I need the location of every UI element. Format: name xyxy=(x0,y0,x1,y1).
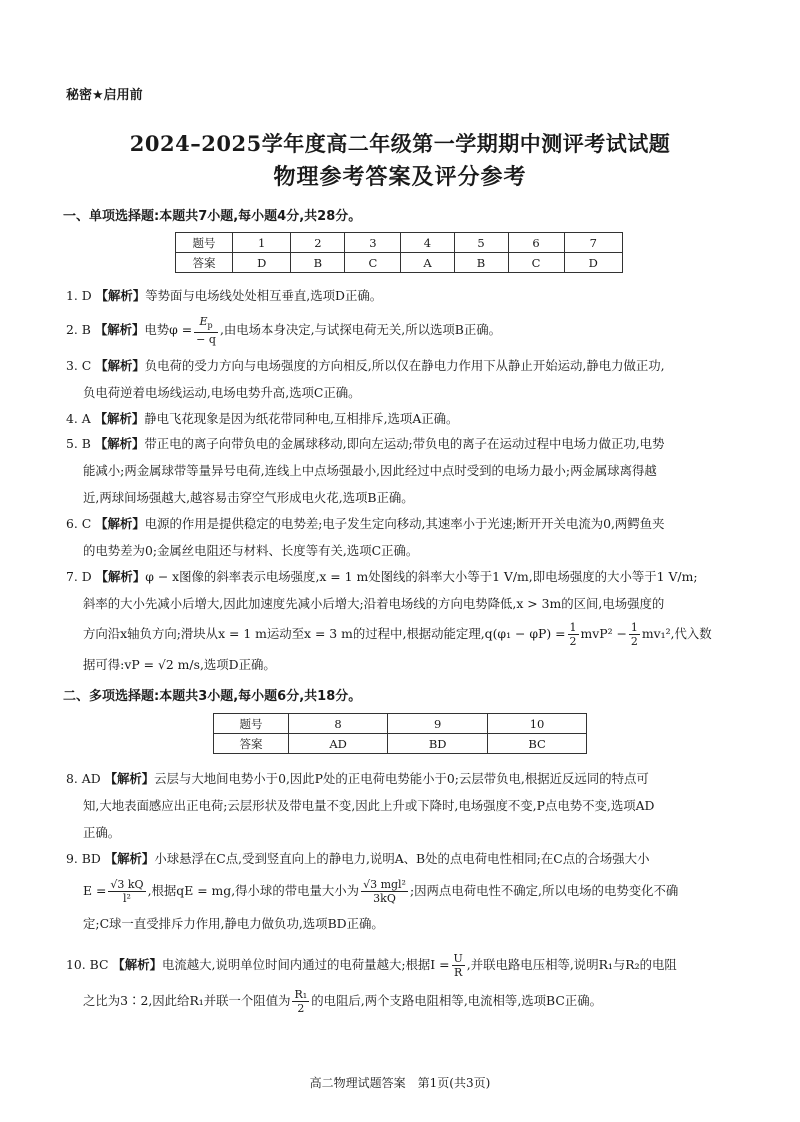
numerator: 1 xyxy=(630,621,638,634)
explanation-text: 负电荷的受力方向与电场强度的方向相反,所以仅在静电力作用下从静止开始运动,静电力做正功, xyxy=(144,358,665,373)
explanation-text: mv₁²,代入数 xyxy=(641,626,712,641)
denominator: 2 xyxy=(569,635,577,648)
fraction-half xyxy=(629,621,640,648)
analysis-tag: 【解析】 xyxy=(94,322,145,338)
question-1-explanation xyxy=(66,282,738,309)
fraction xyxy=(194,315,218,346)
explanation-text: E = xyxy=(83,883,107,898)
analysis-tag: 【解析】 xyxy=(95,358,145,373)
denominator: 2 xyxy=(630,635,638,648)
table-cell: 10 xyxy=(488,714,587,734)
question-prefix: 6. C xyxy=(66,516,92,531)
analysis-tag: 【解析】 xyxy=(94,411,145,426)
table-cell: C xyxy=(508,253,564,273)
explanation-text: φ − x图像的斜率表示电场强度,x = 1 m处图线的斜率大小等于1 V/m,即电场强度的大小等于1 V/m; xyxy=(145,569,698,584)
numerator: 1 xyxy=(569,621,577,634)
analysis-tag: 【解析】 xyxy=(104,771,155,786)
table-row xyxy=(176,253,623,273)
numerator-subscript: p xyxy=(207,321,213,331)
explanation-text: 的电阻后,两个支路电阻相等,电流相等,选项BC正确。 xyxy=(311,993,603,1008)
table-cell: 1 xyxy=(233,233,291,253)
table-cell: D xyxy=(233,253,291,273)
fraction-charge xyxy=(361,878,408,905)
section-heading-single-choice: 一、单项选择题:本题共7小题,每小题4分,共28分。 xyxy=(63,209,362,224)
question-prefix: 8. AD xyxy=(66,771,101,786)
explanation-text: ,并联电路电压相等,说明R₁与R₂的电阻 xyxy=(466,957,677,972)
single-choice-answer-table xyxy=(175,232,623,273)
analysis-tag: 【解析】 xyxy=(95,569,146,584)
table-cell: 9 xyxy=(388,714,488,734)
exam-title: 2024–2025学年度高二年级第一学期期中测评考试试题 xyxy=(129,131,671,156)
explanation-text: 等势面与电场线处处相互垂直,选项D正确。 xyxy=(145,288,383,303)
question-prefix: 9. BD xyxy=(66,851,101,866)
table-cell: B xyxy=(291,253,345,273)
fraction-half xyxy=(568,621,579,648)
fraction-current xyxy=(452,952,465,979)
table-row xyxy=(214,734,587,754)
explanation-text: 知,大地表面感应出正电荷;云层形状及带电量不变,因此上升或下降时,电场强度不变,P点电势不变,选项AD xyxy=(83,798,655,813)
table-cell: 3 xyxy=(345,233,401,253)
confidential-label: 秘密★启用前 xyxy=(66,88,143,103)
table-cell: B xyxy=(454,253,508,273)
question-7-explanation xyxy=(66,563,738,678)
question-prefix: 7. D xyxy=(66,569,92,584)
question-prefix: 5. B xyxy=(66,436,91,451)
denominator: 2 xyxy=(297,1002,305,1015)
numerator: R₁ xyxy=(294,988,308,1001)
question-2-explanation xyxy=(66,315,738,346)
section-heading-multiple-choice: 二、多项选择题:本题共3小题,每小题6分,共18分。 xyxy=(63,689,362,704)
table-cell: C xyxy=(345,253,401,273)
row-header-answer: 答案 xyxy=(214,734,289,754)
explanation-text: 斜率的大小先减小后增大,因此加速度先减小后增大;沿着电场线的方向电势降低,x > 3m的区间,电场强度的 xyxy=(83,596,665,611)
table-cell: D xyxy=(564,253,622,273)
explanation-text: 静电飞花现象是因为纸花带同种电,互相排斥,选项A正确。 xyxy=(144,411,459,426)
analysis-tag: 【解析】 xyxy=(95,516,145,531)
table-cell: 8 xyxy=(289,714,388,734)
row-header-number: 题号 xyxy=(214,714,289,734)
table-cell: 5 xyxy=(454,233,508,253)
fraction-resistance xyxy=(292,988,309,1015)
page-footer: 高二物理试题答案 第1页(共3页) xyxy=(309,1076,491,1090)
question-prefix: 4. A xyxy=(66,411,91,426)
numerator: U xyxy=(453,952,463,965)
question-prefix: 2. B xyxy=(66,322,91,338)
table-cell: 6 xyxy=(508,233,564,253)
question-5-explanation xyxy=(66,430,738,511)
explanation-text: ,根据qE = mg,得小球的带电量大小为 xyxy=(147,883,360,898)
analysis-tag: 【解析】 xyxy=(95,288,146,303)
table-cell: BC xyxy=(488,734,587,754)
table-cell: 7 xyxy=(564,233,622,253)
fraction-field-strength xyxy=(108,878,145,905)
numerator: E xyxy=(199,315,208,328)
analysis-tag: 【解析】 xyxy=(104,851,155,866)
numerator: √3 kQ xyxy=(110,878,144,891)
analysis-tag: 【解析】 xyxy=(112,957,162,972)
question-3-explanation xyxy=(66,352,738,406)
table-cell: BD xyxy=(388,734,488,754)
row-header-number: 题号 xyxy=(176,233,233,253)
denominator: l² xyxy=(123,892,131,905)
explanation-text: 据可得:vP = √2 m/s,选项D正确。 xyxy=(83,657,276,672)
denominator: − q xyxy=(196,333,216,347)
explanation-text: 之比为3∶2,因此给R₁并联一个阻值为 xyxy=(83,993,291,1008)
explanation-text: 云层与大地间电势小于0,因此P处的正电荷电势能小于0;云层带负电,根据近反远同的特点可 xyxy=(154,771,649,786)
denominator: 3kQ xyxy=(373,892,396,905)
question-9-explanation xyxy=(66,845,738,937)
question-4-explanation xyxy=(66,405,738,432)
explanation-text: 近,两球间场强越大,越容易击穿空气形成电火花,选项B正确。 xyxy=(83,490,414,505)
explanation-text: 方向沿x轴负方向;滑块从x = 1 m运动至x = 3 m的过程中,根据动能定理,q(φ₁ − φP) = xyxy=(83,626,566,641)
table-cell: A xyxy=(401,253,454,273)
explanation-text: ;因两点电荷电性不确定,所以电场的电势变化不确 xyxy=(409,883,679,898)
table-cell: 4 xyxy=(401,233,454,253)
explanation-text: 电流越大,说明单位时间内通过的电荷量越大;根据I = xyxy=(161,957,450,972)
explanation-text: 负电荷逆着电场线运动,电场电势升高,选项C正确。 xyxy=(83,385,361,400)
exam-subtitle: 物理参考答案及评分参考 xyxy=(273,165,527,190)
explanation-text: 电源的作用是提供稳定的电势差;电子发生定向移动,其速率小于光速;断开开关电流为0,两鳄鱼夹 xyxy=(144,516,665,531)
row-header-answer: 答案 xyxy=(176,253,233,273)
denominator: R xyxy=(454,966,463,979)
question-6-explanation xyxy=(66,510,738,564)
explanation-text: mvP² − xyxy=(580,626,627,641)
table-cell: AD xyxy=(289,734,388,754)
analysis-tag: 【解析】 xyxy=(94,436,145,451)
explanation-text: 正确。 xyxy=(83,825,121,840)
explanation-text: ,由电场本身决定,与试探电荷无关,所以选项B正确。 xyxy=(219,322,502,338)
question-8-explanation xyxy=(66,765,738,846)
explanation-text: 的电势差为0;金属丝电阻还与材料、长度等有关,选项C正确。 xyxy=(83,543,419,558)
table-row xyxy=(214,714,587,734)
explanation-text: 定;C球一直受排斥力作用,静电力做负功,选项BD正确。 xyxy=(83,916,384,931)
question-prefix: 10. BC xyxy=(66,957,109,972)
table-row xyxy=(176,233,623,253)
question-prefix: 1. D xyxy=(66,288,92,303)
explanation-text: 能减小;两金属球带等量异号电荷,连线上中点场强最小,因此经过中点时受到的电场力最小;两金属球离得越 xyxy=(83,463,657,478)
explanation-text: 电势φ = xyxy=(144,322,193,338)
explanation-text: 小球悬浮在C点,受到竖直向上的静电力,说明A、B处的点电荷电性相同;在C点的合场强大小 xyxy=(154,851,650,866)
table-cell: 2 xyxy=(291,233,345,253)
question-prefix: 3. C xyxy=(66,358,92,373)
multiple-choice-answer-table xyxy=(213,713,587,754)
explanation-text: 带正电的离子向带负电的金属球移动,即向左运动;带负电的离子在运动过程中电场力做正功,电势 xyxy=(144,436,665,451)
numerator: √3 mgl² xyxy=(363,878,406,891)
question-10-explanation xyxy=(66,948,738,1020)
